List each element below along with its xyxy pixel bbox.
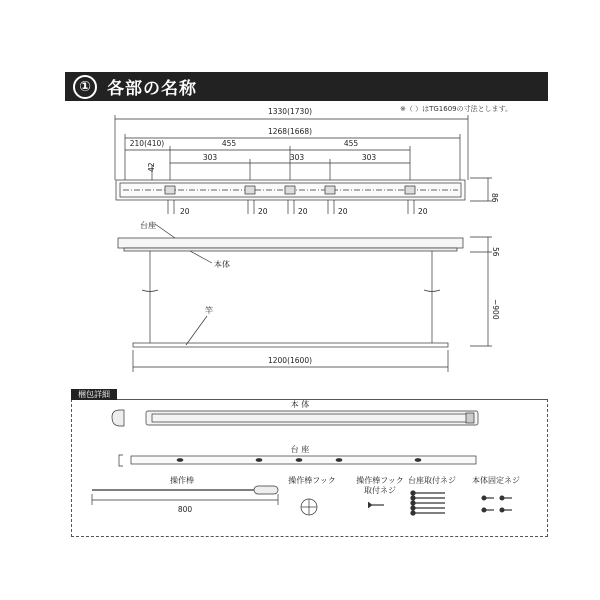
pack-label-hook-screw: 操作棒フック取付ネジ (356, 476, 404, 495)
dim-86: 86 (490, 193, 499, 203)
dim-455-right: 455 (343, 139, 359, 148)
base-front-view (118, 238, 463, 248)
dim-drop: ~900 (491, 299, 500, 320)
dim-slot-2: 20 (258, 207, 268, 216)
dim-end-offset: 210(410) (129, 139, 165, 148)
dim-slot-4: 20 (338, 207, 348, 216)
dim-303-a: 303 (202, 153, 218, 162)
dim-slot-1: 20 (180, 207, 190, 216)
pack-label-body: 本 体 (290, 400, 310, 409)
packing-detail-frame (71, 399, 548, 537)
pole-front-view (133, 343, 448, 347)
pack-label-base: 台 座 (290, 445, 310, 454)
label-body: 本体 (214, 260, 230, 269)
pack-label-rod-hook: 操作棒フック (288, 476, 336, 485)
dim-303-c: 303 (361, 153, 377, 162)
section-number: ① (73, 75, 97, 99)
dim-455-left: 455 (221, 139, 237, 148)
pack-label-body-screw: 本体固定ネジ (472, 476, 520, 485)
section-title: 各部の名称 (107, 79, 197, 99)
dim-303-b: 303 (289, 153, 305, 162)
dim-56: 56 (491, 247, 500, 257)
dim-overall: 1330(1730) (267, 107, 313, 116)
dim-inner: 1268(1668) (267, 127, 313, 136)
dim-42: 42 (147, 162, 156, 172)
dim-bottom-width: 1200(1600) (267, 356, 313, 365)
body-front-view (124, 248, 457, 251)
dim-slot-3: 20 (298, 207, 308, 216)
pack-label-rod: 操作棒 (170, 476, 194, 485)
dim-rod-length: 800 (177, 505, 193, 514)
label-base: 台座 (140, 221, 156, 230)
dimension-note: ※（ ）はTG1609の寸法とします。 (400, 105, 513, 113)
label-pole: 竿 (205, 306, 213, 315)
packing-section-title: 梱包詳細 (71, 389, 117, 400)
dim-slot-5: 20 (418, 207, 428, 216)
pack-label-base-screw: 台座取付ネジ (408, 476, 456, 485)
